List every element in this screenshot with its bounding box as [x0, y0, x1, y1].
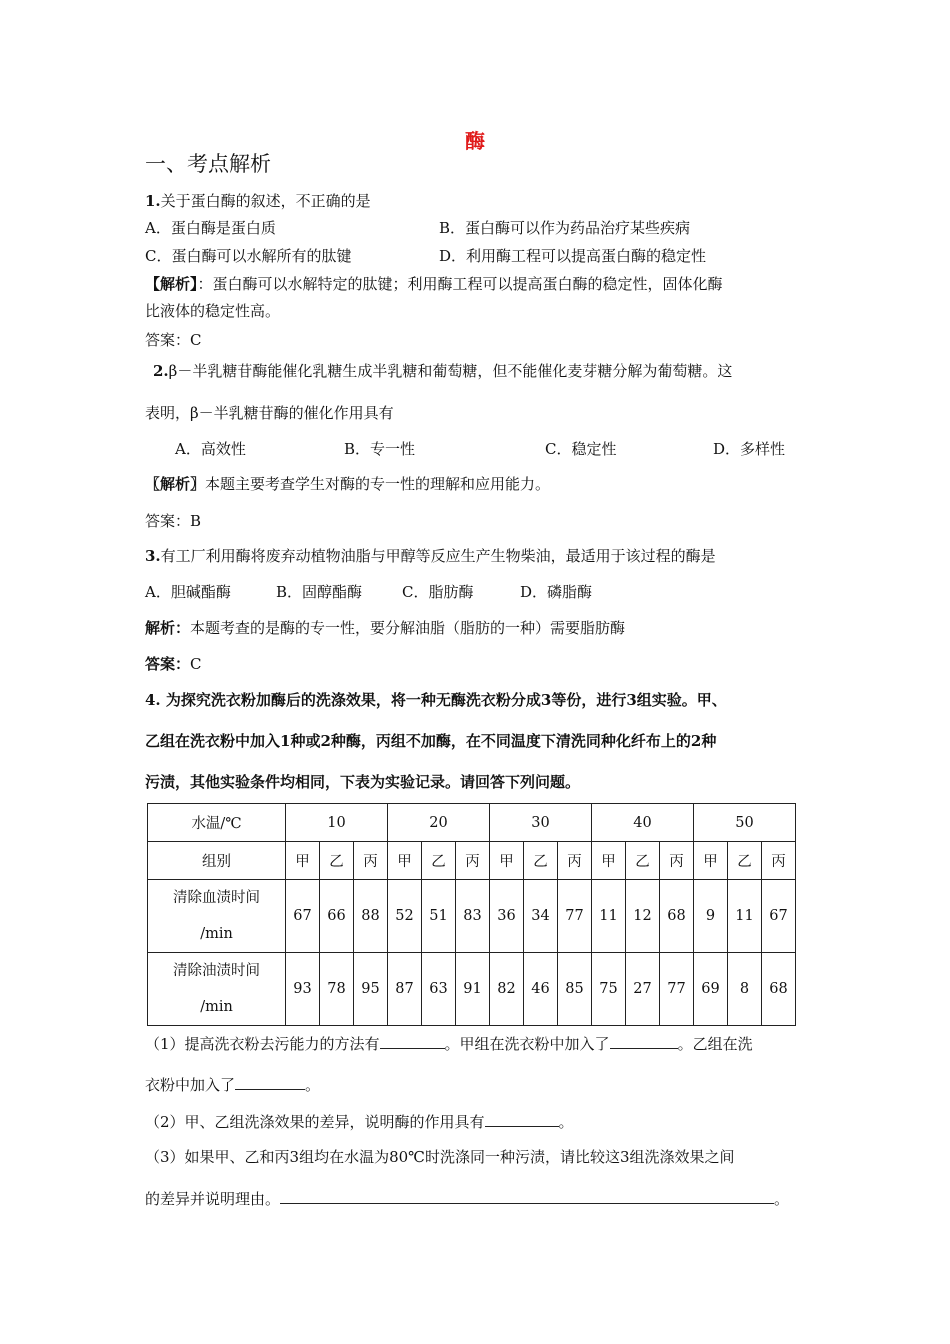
blood-time-cell: 12	[626, 880, 660, 953]
group-cell: 甲	[592, 842, 626, 880]
blood-time-cell: 66	[320, 880, 354, 953]
answer-blank[interactable]	[610, 1034, 678, 1049]
q1-analysis-cont: 比液体的稳定性高。	[145, 302, 281, 320]
oil-time-cell: 95	[354, 953, 388, 1026]
q4-sub3: （3）如果甲、乙和丙3组均在水温为80℃时洗涤同一种污渍，请比较这3组洗涤效果之间	[145, 1148, 735, 1166]
group-cell: 丙	[558, 842, 592, 880]
group-cell: 乙	[626, 842, 660, 880]
q2-option-b: B．专一性	[344, 440, 416, 458]
q1-stem: 1.关于蛋白酶的叙述，不正确的是	[145, 192, 371, 210]
q2-option-d: D．多样性	[713, 440, 786, 458]
blood-time-cell: 77	[558, 880, 592, 953]
q3-option-b: B．固醇酯酶	[276, 583, 363, 601]
blood-time-cell: 11	[592, 880, 626, 953]
blood-time-cell: 67	[762, 880, 796, 953]
oil-time-cell: 77	[660, 953, 694, 1026]
temp-cell: 10	[286, 804, 388, 842]
table-row-groups	[148, 842, 796, 880]
group-cell: 丙	[354, 842, 388, 880]
blood-time-cell: 67	[286, 880, 320, 953]
blood-time-cell: 9	[694, 880, 728, 953]
group-cell: 丙	[456, 842, 490, 880]
oil-time-cell: 68	[762, 953, 796, 1026]
oil-time-cell: 75	[592, 953, 626, 1026]
blood-time-cell: 52	[388, 880, 422, 953]
q1-analysis: 【解析】：蛋白酶可以水解特定的肽键；利用酶工程可以提高蛋白酶的稳定性，固体化酶	[145, 275, 723, 293]
table-row-blood-stain	[148, 880, 796, 953]
temp-cell: 30	[490, 804, 592, 842]
blood-time-cell: 88	[354, 880, 388, 953]
q3-answer: 答案：C	[145, 655, 202, 673]
group-cell: 乙	[728, 842, 762, 880]
q1-option-d: D．利用酶工程可以提高蛋白酶的稳定性	[439, 247, 707, 265]
q4-sub3-cont: 的差异并说明理由。 。	[145, 1190, 790, 1208]
q4-sub1: （1）提高洗衣粉去污能力的方法有 。甲组在洗衣粉中加入了 。乙组在洗	[145, 1035, 753, 1053]
group-cell: 甲	[286, 842, 320, 880]
group-cell: 乙	[422, 842, 456, 880]
q2-analysis: 〖解析〗本题主要考查学生对酶的专一性的理解和应用能力。	[145, 475, 551, 493]
group-cell: 甲	[490, 842, 524, 880]
group-cell: 乙	[320, 842, 354, 880]
temp-header-cell: 水温/℃	[148, 804, 286, 842]
blood-time-cell: 51	[422, 880, 456, 953]
q4-stem: 4. 为探究洗衣粉加酶后的洗涤效果，将一种无酶洗衣粉分成3等份，进行3组实验。甲、	[145, 691, 727, 709]
answer-blank[interactable]	[380, 1034, 445, 1049]
group-cell: 乙	[524, 842, 558, 880]
table-row-temperature	[148, 804, 796, 842]
oil-time-cell: 85	[558, 953, 592, 1026]
answer-blank[interactable]	[235, 1075, 305, 1090]
experiment-table	[147, 803, 796, 1026]
oil-time-cell: 63	[422, 953, 456, 1026]
q4-sub1-cont: 衣粉中加入了 。	[145, 1076, 321, 1094]
q2-stem-cont: 表明，β－半乳糖苷酶的催化作用具有	[145, 404, 394, 422]
blood-time-cell: 36	[490, 880, 524, 953]
q2-answer: 答案：B	[145, 512, 202, 530]
oil-time-cell: 27	[626, 953, 660, 1026]
group-cell: 甲	[694, 842, 728, 880]
q1-number: 1.	[145, 192, 161, 210]
temp-cell: 40	[592, 804, 694, 842]
q3-option-d: D．磷脂酶	[520, 583, 593, 601]
q3-option-a: A．胆碱酯酶	[145, 583, 231, 601]
answer-blank[interactable]	[485, 1112, 559, 1127]
oil-time-cell: 93	[286, 953, 320, 1026]
group-cell: 丙	[762, 842, 796, 880]
oil-stain-label: 清除油渍时间 /min	[148, 953, 286, 1026]
group-cell: 丙	[660, 842, 694, 880]
q1-option-c: C．蛋白酶可以水解所有的肽键	[145, 247, 352, 265]
blood-time-cell: 68	[660, 880, 694, 953]
oil-time-cell: 78	[320, 953, 354, 1026]
group-cell: 甲	[388, 842, 422, 880]
temp-cell: 20	[388, 804, 490, 842]
q4-sub2: （2）甲、乙组洗涤效果的差异，说明酶的作用具有 。	[145, 1113, 574, 1131]
q2-number: 2.	[153, 362, 169, 380]
q1-option-b: B．蛋白酶可以作为药品治疗某些疾病	[439, 219, 691, 237]
q3-number: 3.	[145, 547, 161, 565]
q4-stem-line3: 污渍，其他实验条件均相同，下表为实验记录。请回答下列问题。	[145, 773, 581, 791]
q3-option-c: C．脂肪酶	[402, 583, 474, 601]
q2-stem: 2.β－半乳糖苷酶能催化乳糖生成半乳糖和葡萄糖，但不能催化麦芽糖分解为葡萄糖。这	[153, 362, 733, 380]
q3-analysis: 解析：本题考查的是酶的专一性，要分解油脂（脂肪的一种）需要脂肪酶	[145, 619, 626, 637]
section-heading: 一、考点解析	[145, 152, 271, 176]
q1-option-a: A．蛋白酶是蛋白质	[145, 219, 276, 237]
answer-blank[interactable]	[280, 1189, 774, 1204]
oil-time-cell: 8	[728, 953, 762, 1026]
blood-time-cell: 83	[456, 880, 490, 953]
oil-time-cell: 91	[456, 953, 490, 1026]
q2-option-c: C．稳定性	[545, 440, 617, 458]
temp-cell: 50	[694, 804, 796, 842]
oil-time-cell: 69	[694, 953, 728, 1026]
blood-stain-label: 清除血渍时间 /min	[148, 880, 286, 953]
blood-time-cell: 11	[728, 880, 762, 953]
page-title: 酶	[465, 129, 485, 153]
oil-time-cell: 46	[524, 953, 558, 1026]
q4-stem-line2: 乙组在洗衣粉中加入1种或2种酶，丙组不加酶，在不同温度下清洗同种化纤布上的2种	[145, 732, 717, 750]
oil-time-cell: 82	[490, 953, 524, 1026]
q1-answer: 答案：C	[145, 331, 202, 349]
oil-time-cell: 87	[388, 953, 422, 1026]
q2-option-a: A．高效性	[175, 440, 246, 458]
table-row-oil-stain	[148, 953, 796, 1026]
blood-time-cell: 34	[524, 880, 558, 953]
group-header-cell: 组别	[148, 842, 286, 880]
q3-stem: 3.有工厂利用酶将废弃动植物油脂与甲醇等反应生产生物柴油，最适用于该过程的酶是	[145, 547, 716, 565]
